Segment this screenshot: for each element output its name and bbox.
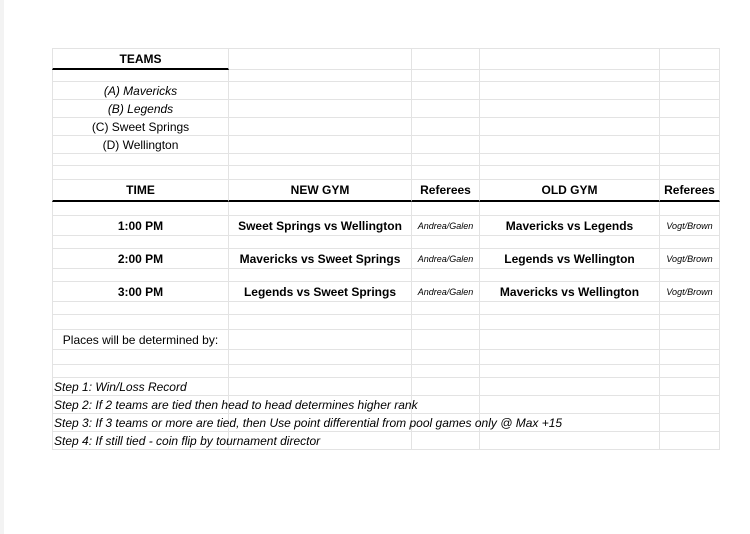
teams-header: TEAMS xyxy=(52,48,229,70)
header-time: TIME xyxy=(52,180,229,202)
old-gym-game: Mavericks vs Legends xyxy=(480,216,660,236)
new-gym-game: Sweet Springs vs Wellington xyxy=(229,216,412,236)
game-time: 1:00 PM xyxy=(52,216,229,236)
step-3: Step 3: If 3 teams or more are tied, then Use point differential from pool games only @ Max +15 xyxy=(54,416,563,430)
game-time: 2:00 PM xyxy=(52,249,229,269)
old-gym-game: Legends vs Wellington xyxy=(480,249,660,269)
game-time: 3:00 PM xyxy=(52,282,229,302)
schedule-row xyxy=(52,282,720,302)
new-gym-referees: Andrea/Galen xyxy=(412,282,480,302)
step-4: Step 4: If still tied - coin flip by tournament director xyxy=(54,434,321,448)
new-gym-referees: Andrea/Galen xyxy=(412,249,480,269)
step-1: Step 1: Win/Loss Record xyxy=(54,380,187,394)
team-b: (B) Legends xyxy=(52,100,229,118)
header-old-referees: Referees xyxy=(660,180,720,202)
header-new-referees: Referees xyxy=(412,180,480,202)
old-gym-referees: Vogt/Brown xyxy=(660,282,720,302)
old-gym-referees: Vogt/Brown xyxy=(660,216,720,236)
header-old-gym: OLD GYM xyxy=(480,180,660,202)
step-2: Step 2: If 2 teams are tied then head to head determines higher rank xyxy=(54,398,418,412)
old-gym-referees: Vogt/Brown xyxy=(660,249,720,269)
page xyxy=(4,0,750,534)
schedule-row xyxy=(52,249,720,269)
new-gym-referees: Andrea/Galen xyxy=(412,216,480,236)
schedule-row xyxy=(52,216,720,236)
team-c: (C) Sweet Springs xyxy=(52,118,229,136)
new-gym-game: Legends vs Sweet Springs xyxy=(229,282,412,302)
new-gym-game: Mavericks vs Sweet Springs xyxy=(229,249,412,269)
team-a: (A) Mavericks xyxy=(52,82,229,100)
header-new-gym: NEW GYM xyxy=(229,180,412,202)
old-gym-game: Mavericks vs Wellington xyxy=(480,282,660,302)
spreadsheet xyxy=(52,48,720,450)
places-label: Places will be determined by: xyxy=(52,330,229,350)
team-d: (D) Wellington xyxy=(52,136,229,154)
